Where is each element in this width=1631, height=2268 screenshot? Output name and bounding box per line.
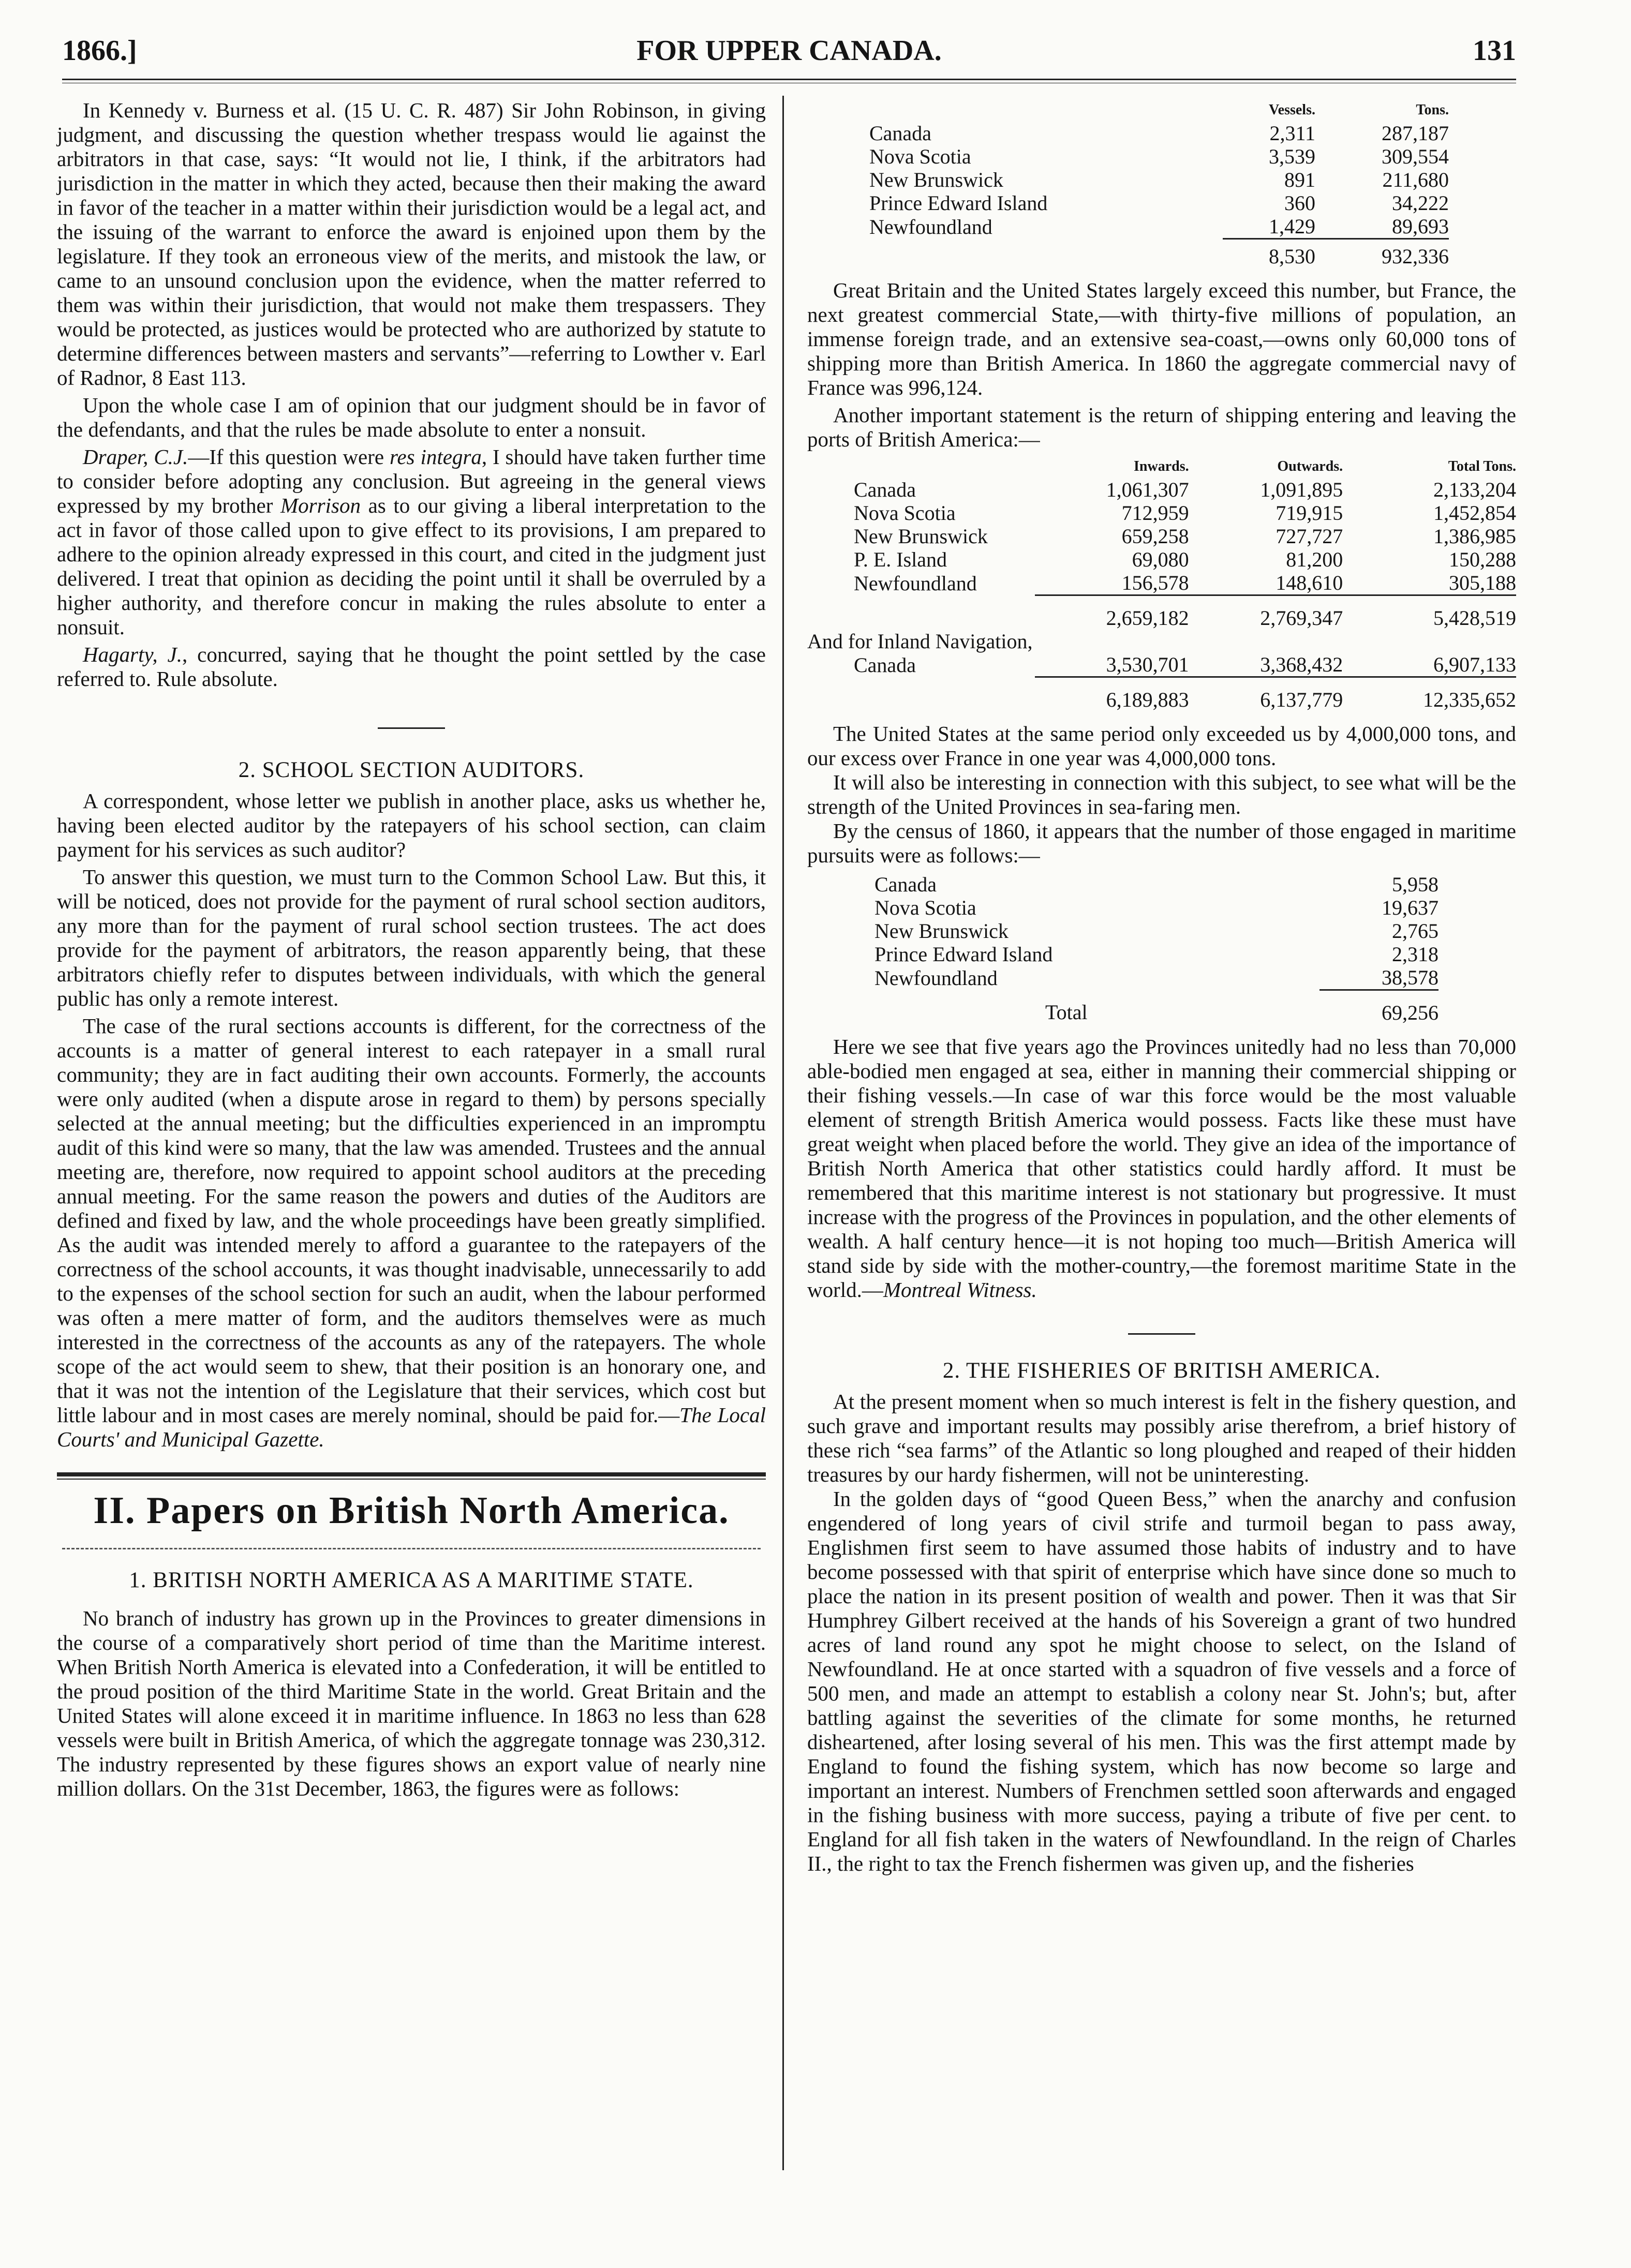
vessels-table: Vessels. Tons. Canada 2,311 287,187 Nova Scotia 3,539 309,554 New Brunswick 891 211,680 Prince Edward Island 360 34,222 Newfoundland 1,429 89,693 8,530 932,336 bbox=[869, 102, 1449, 268]
table-row: Canada 5,958 bbox=[874, 873, 1439, 896]
judge-name: Draper, C.J. bbox=[83, 445, 188, 469]
table-row: P. E. Island 69,080 81,200 150,288 bbox=[854, 548, 1516, 571]
paragraph-maritime: No branch of industry has grown up in the Provinces to greater dimensions in the course of a comparatively short period of time than the Maritime interest. When British North America is elevated into a Confederation, it will be entitled to the proud position of the third Maritime State in the world. Great Britain and the United States will alone exceed it in maritime influence. In 1863 no less than 628 vessels were built in British America, of which the aggregate tonnage was 230,312. The industry represented by these figures shows an export value of nearly nine million dollars. On the 31st December, 1863, the figures were as follows: bbox=[57, 1606, 766, 1800]
table-row: Canada 3,530,701 3,368,432 6,907,133 bbox=[854, 653, 1516, 677]
paragraph-judgment: Upon the whole case I am of opinion that our judgment should be in favor of the defendants, and that the rules be made absolute to enter a nonsuit. bbox=[57, 393, 766, 441]
table-grand-total-row: 6,189,883 6,137,779 12,335,652 bbox=[807, 677, 1516, 712]
shipping-table: Inwards. Outwards. Total Tons. Canada 1,061,307 1,091,895 2,133,204 Nova Scotia 712,959 719,915 1,452,854 New Brunswick 659,258 727,727 1,386,985 P. E. Island 69,080 81,200 150,288 Newfoundland 156,578 148,610 305,188 2,659,182 2,769,347 5,428,519 And for Inland Navigation, Canada 3,530,701 3,368,432 6,907,133 6,189,883 6,137,779 12,335,652 bbox=[807, 458, 1516, 711]
column-divider bbox=[782, 96, 784, 2170]
table-row: New Brunswick 891 211,680 bbox=[869, 168, 1449, 191]
paragraph-draper: Draper, C.J.—If this question were res integra, I should have taken further time to consider before adopting any conclusion. But agreeing in the general views expressed by my brother Morrison as to our giving a liberal interpretation to the act in favor of those called upon to give effect to its provisions, I am prepared to adhere to the opinion already expressed in this court, and cited in the judgment just delivered. I treat that opinion as deciding the point until it shall be overruled by a higher authority, and therefore concur in making the rules absolute to enter a nonsuit. bbox=[57, 445, 766, 639]
school-auditors-heading: 2. SCHOOL SECTION AUDITORS. bbox=[238, 758, 585, 782]
seamen-table bbox=[874, 873, 1439, 1024]
table-row: Canada 2,311 287,187 bbox=[869, 122, 1449, 145]
table-row: Canada 1,061,307 1,091,895 2,133,204 bbox=[854, 478, 1516, 501]
table-row: Prince Edward Island 2,318 bbox=[874, 943, 1439, 966]
paragraph-fishery-intro: At the present moment when so much interest is felt in the fishery question, and such grave and important results may possibly arise therefrom, a brief history of these rich “sea farms” of the Atlantic so long ploughed and reaped of their hidden treasures by our hardy fishermen, will not be uninteresting. bbox=[807, 1390, 1516, 1486]
table-row: Nova Scotia 19,637 bbox=[874, 896, 1439, 919]
table-row: Newfoundland 156,578 148,610 305,188 bbox=[854, 571, 1516, 595]
table-row: Nova Scotia 712,959 719,915 1,452,854 bbox=[854, 501, 1516, 525]
table-total-row: 8,530 932,336 bbox=[869, 239, 1449, 268]
table-row: New Brunswick 2,765 bbox=[874, 919, 1439, 943]
table-row: Newfoundland 1,429 89,693 bbox=[869, 215, 1449, 238]
paragraph-census: By the census of 1860, it appears that the number of those engaged in maritime pursuits were as follows:— bbox=[807, 819, 1516, 867]
banner-title: II. Papers on British North America. bbox=[93, 1489, 730, 1532]
inland-label: And for Inland Navigation, bbox=[807, 630, 1033, 653]
section-divider bbox=[1128, 1333, 1195, 1335]
paragraph-summary: Here we see that five years ago the Provinces unitedly had no less than 70,000 able-bodied men engaged at sea, either in manning their commercial shipping or their fishing vessels.—In case of war this force would be the most valuable element of strength British America would possess. Facts like these must have great weight when placed before the world. They give an idea of the importance of British North America that other statistics could hardly afford. It must be remembered that this maritime interest is not stationary but progressive. It must increase with the progress of the Provinces in population, and the other elements of wealth. A half century hence—it is not hoping too much—British America will stand side by side with the mother-country,—the foremost maritime State in the world.—Montreal Witness. bbox=[807, 1035, 1516, 1302]
source-citation: Montreal Witness. bbox=[883, 1278, 1037, 1302]
header-rule bbox=[62, 79, 1516, 80]
source-citation: The Local Courts' and Municipal Gazette. bbox=[57, 1403, 766, 1451]
paragraph-rural-sections: The case of the rural sections accounts is different, for the correctness of the accounts is a matter of general interest to each ratepayer in a small rural community; they are in fact auditing their own accounts. Formerly, the accounts were only audited (when a dispute arose in regard to them) by persons specially selected at the annual meeting; but the difficulties experienced in an impromptu audit of this kind were so many, that the law was amended. Trustees and the annual meeting are, therefore, now required to appoint school auditors at the preceding annual meeting. For the same reason the powers and duties of the Auditors are defined and fixed by law, and the whole proceedings have been greatly simplified. As the audit was intended merely to afford a guarantee to the ratepayers of the correctness of the school accounts, it was thought inadvisable, unnecessarily to add to the expenses of the school section for such an audit, when the labour performed was often a mere matter of form, and the auditors themselves were as much interested in the correctness of the accounts as any of the ratepayers. The whole scope of the act would seem to shew, that their position is an honorary one, and that it was not the intention of the Legislature that their services, which cost but little labour and in most cases are merely nominal, should be paid for.—The Local Courts' and Municipal Gazette. bbox=[57, 1014, 766, 1451]
paragraph-shipping-return: Another important statement is the return of shipping entering and leaving the ports of British America:— bbox=[807, 403, 1516, 451]
table-row: New Brunswick 659,258 727,727 1,386,985 bbox=[854, 525, 1516, 548]
running-header bbox=[62, 31, 1516, 72]
paragraph-hagarty: Hagarty, J., concurred, saying that he thought the point settled by the case referred to. Rule absolute. bbox=[57, 643, 766, 691]
maritime-state-heading: 1. BRITISH NORTH AMERICA AS A MARITIME STATE. bbox=[129, 1568, 694, 1592]
paragraph-kennedy: In Kennedy v. Burness et al. (15 U. C. R. 487) Sir John Robinson, in giving judgment, and discussing the question whether trespass would lie against the arbitrators in that case, says: “It would not lie, I think, if the arbitrators had jurisdiction in the matter in which they acted, because then their making the award in favor of the teacher in a matter within their jurisdiction would be a legal act, and the issuing of the warrant to enforce the award is enjoined upon them by the legislature. If they took an erroneous view of the merits, and mistook the law, or came to an unsound conclusion upon the evidence, when the matter referred to them was within their jurisdiction, that would not make them trespassers. They would be protected, as justices would be protected who are authorized by statute to determine differences between masters and servants”—referring to Lowther v. Earl of Radnor, 8 East 113. bbox=[57, 98, 766, 390]
paragraph-france: Great Britain and the United States largely exceed this number, but France, the next greatest commercial State,—with thirty-five millions of population, an immense foreign trade, and an extensive sea-coast,—owns only 60,000 tons of shipping more than British America. In 1860 the aggregate commercial navy of France was 996,124. bbox=[807, 278, 1516, 399]
paragraph-queen-bess: In the golden days of “good Queen Bess,” when the anarchy and confusion engendered of long years of civil strife and turmoil began to pass away, Englishmen first seem to have assumed those habits of industry and to have become possessed with that spirit of enterprise which have since done so much to place the nation in its present position of wealth and power. Then it was that Sir Humphrey Gilbert received at the hands of his Sovereign a grant of two hundred acres of land round any spot he might choose to select, on the Island of Newfoundland. He at once started with a squadron of five vessels and a force of 500 men, and made an attempt to establish a colony near St. John's; but, after battling against the severities of the climate for some months, he returned disheartened, after losing several of his men. This was the first attempt made by England to found the fishing system, which has now become so large and important an interest. Numbers of Frenchmen settled soon afterwards and engaged in the fishing business with more success, paying a tribute of five per cent. to England for all fish taken in the waters of Newfoundland. In the reign of Charles II., the right to tax the French fishermen was given up, and the fisheries bbox=[807, 1487, 1516, 1875]
table-subtotal-row: 2,659,182 2,769,347 5,428,519 bbox=[807, 595, 1516, 630]
paragraph-answer: To answer this question, we must turn to the Common School Law. But this, it will be noticed, does not provide for the payment of rural school section auditors, any more than for the payment of rural school section trustees. The act does provide for the payment of arbitrators, the reason apparently being, that these arbitrators chiefly refer to disputes between individuals, with which the general public has only a remote interest. bbox=[57, 865, 766, 1010]
table-row: Prince Edward Island 360 34,222 bbox=[869, 191, 1449, 215]
fisheries-heading: 2. THE FISHERIES OF BRITISH AMERICA. bbox=[942, 1359, 1381, 1383]
table-total-row: Total 69,256 bbox=[874, 990, 1439, 1025]
page-number: 131 bbox=[1473, 35, 1516, 67]
section-divider bbox=[378, 727, 445, 729]
paragraph-correspondent: A correspondent, whose letter we publish in another place, asks us whether he, having been elected auditor by the ratepayers of his school section, can claim payment for his services as such auditor? bbox=[57, 789, 766, 861]
header-title: FOR UPPER CANADA. bbox=[636, 35, 942, 67]
paragraph-united-states: The United States at the same period only exceeded us by 4,000,000 tons, and our excess over France in one year was 4,000,000 tons. bbox=[807, 722, 1516, 770]
table-row: Newfoundland 38,578 bbox=[874, 966, 1439, 990]
header-date: 1866.] bbox=[62, 35, 137, 67]
section-banner bbox=[57, 1472, 766, 1549]
left-column bbox=[57, 98, 766, 1801]
paragraph-seafaring: It will also be interesting in connection with this subject, to see what will be the strength of the United Provinces in sea-faring men. bbox=[807, 770, 1516, 818]
right-column bbox=[807, 98, 1516, 1876]
table-row: Nova Scotia 3,539 309,554 bbox=[869, 145, 1449, 168]
